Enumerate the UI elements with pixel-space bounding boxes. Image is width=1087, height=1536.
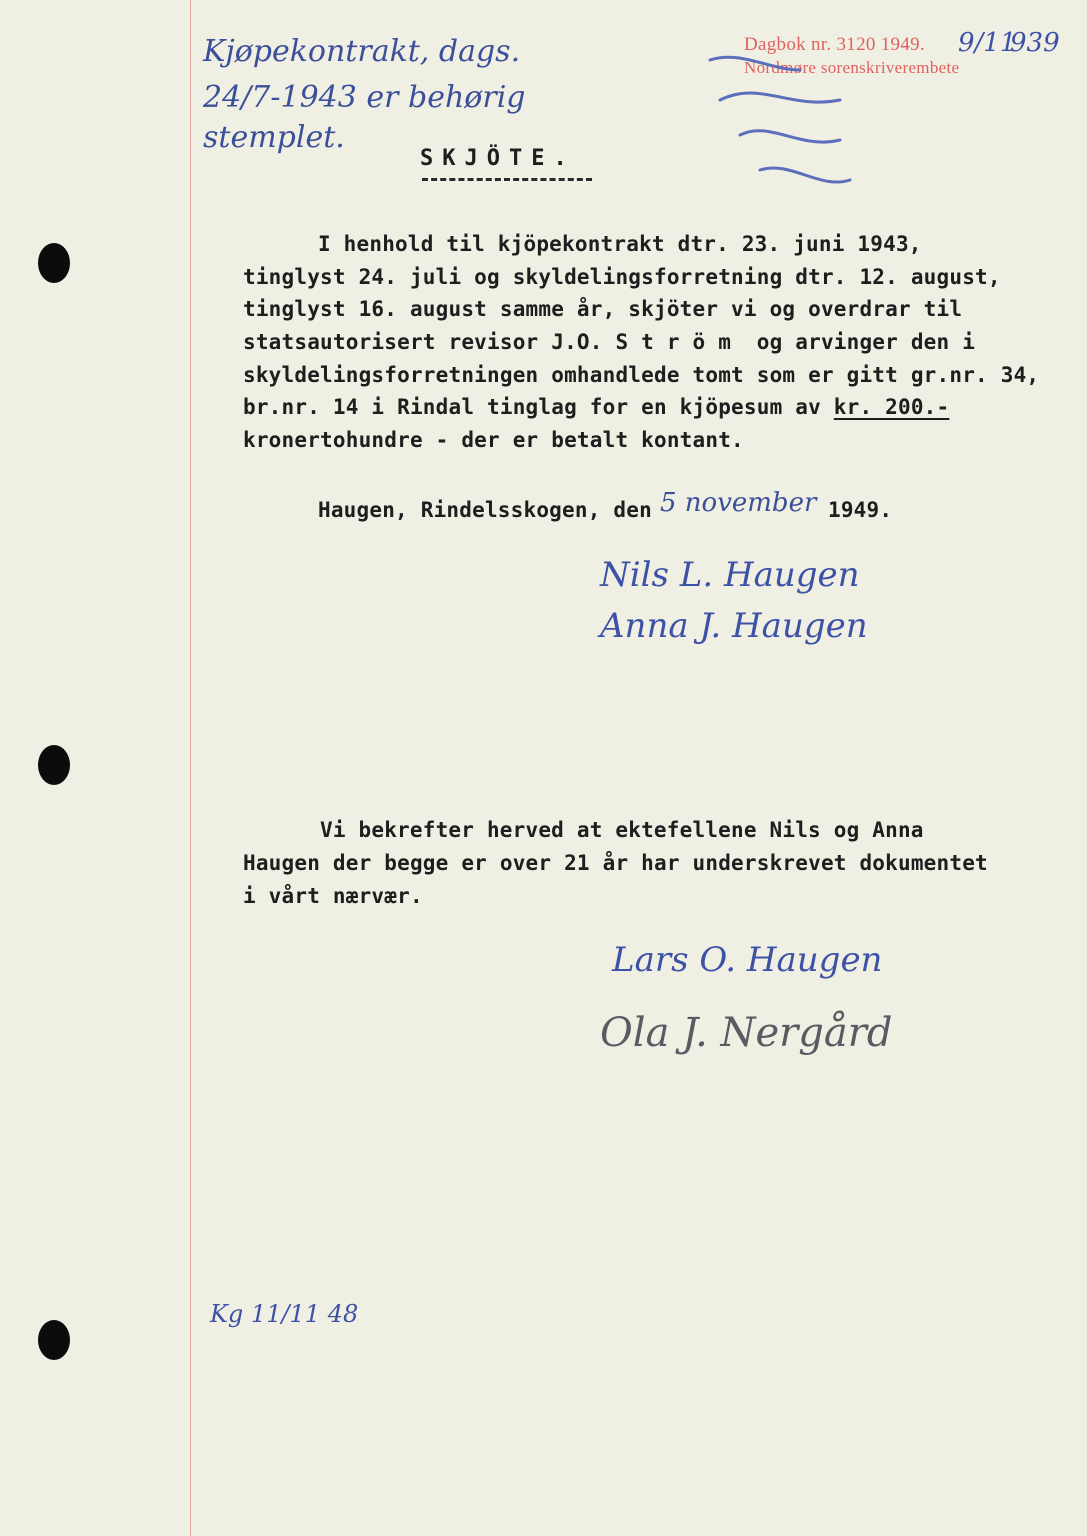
handwritten-date: 5 november — [660, 488, 817, 518]
margin-rule — [190, 0, 191, 1536]
signature-anna-haugen: Anna J. Haugen — [600, 606, 868, 646]
place-date-year: 1949. — [828, 498, 893, 522]
signature-ola-nergard: Ola J. Nergård — [600, 1010, 893, 1056]
body-line-6: br.nr. 14 i Rindal tinglag for en kjöpesum av kr. 200.- — [243, 395, 950, 419]
purchase-amount: kr. 200.- — [833, 395, 950, 419]
signature-lars-haugen: Lars O. Haugen — [612, 940, 883, 980]
body-line-1: I henhold til kjöpekontrakt dtr. 23. juni 1943, — [318, 232, 922, 256]
place-date-prefix: Haugen, Rindelsskogen, den — [318, 498, 652, 522]
body-line-5: skyldelingsforretningen omhandlede tomt som er gitt gr.nr. 34, — [243, 363, 1040, 387]
punch-hole-middle — [38, 745, 70, 785]
registry-stamp-line2: Nordmøre sorenskriverembete — [744, 58, 960, 77]
margin-note-line2: 24/7-1943 er behørig — [203, 80, 526, 115]
witness-line-2: Haugen der begge er over 21 år har underskrevet dokumentet — [243, 851, 988, 875]
body-line-3: tinglyst 16. august samme år, skjöter vi og overdrar til — [243, 297, 963, 321]
archive-note: Kg 11/11 48 — [210, 1300, 359, 1328]
punch-hole-bottom — [38, 1320, 70, 1360]
document-title: SKJÖTE. — [420, 146, 576, 171]
signature-nils-haugen: Nils L. Haugen — [600, 555, 860, 595]
registry-stamp-line1: Dagbok nr. 3120 1949. — [744, 34, 925, 55]
margin-note-line1: Kjøpekontrakt, dags. — [203, 34, 521, 69]
body-line-4: statsautorisert revisor J.O. S t r ö m og arvinger den i — [243, 330, 976, 354]
title-underline — [422, 178, 592, 181]
witness-line-3: i vårt nærvær. — [243, 884, 423, 908]
folio-number: 939 — [1010, 28, 1060, 58]
punch-hole-top — [38, 243, 70, 283]
body-line-7: kronertohundre - der er betalt kontant. — [243, 428, 744, 452]
body-line-2: tinglyst 24. juli og skyldelingsforretning dtr. 12. august, — [243, 265, 1001, 289]
stamp-handwritten-date: 9/11 — [958, 28, 1017, 58]
scribble-mark — [700, 40, 860, 200]
margin-note-line3: stemplet. — [203, 120, 345, 155]
witness-line-1: Vi bekrefter herved at ektefellene Nils og Anna — [320, 818, 924, 842]
